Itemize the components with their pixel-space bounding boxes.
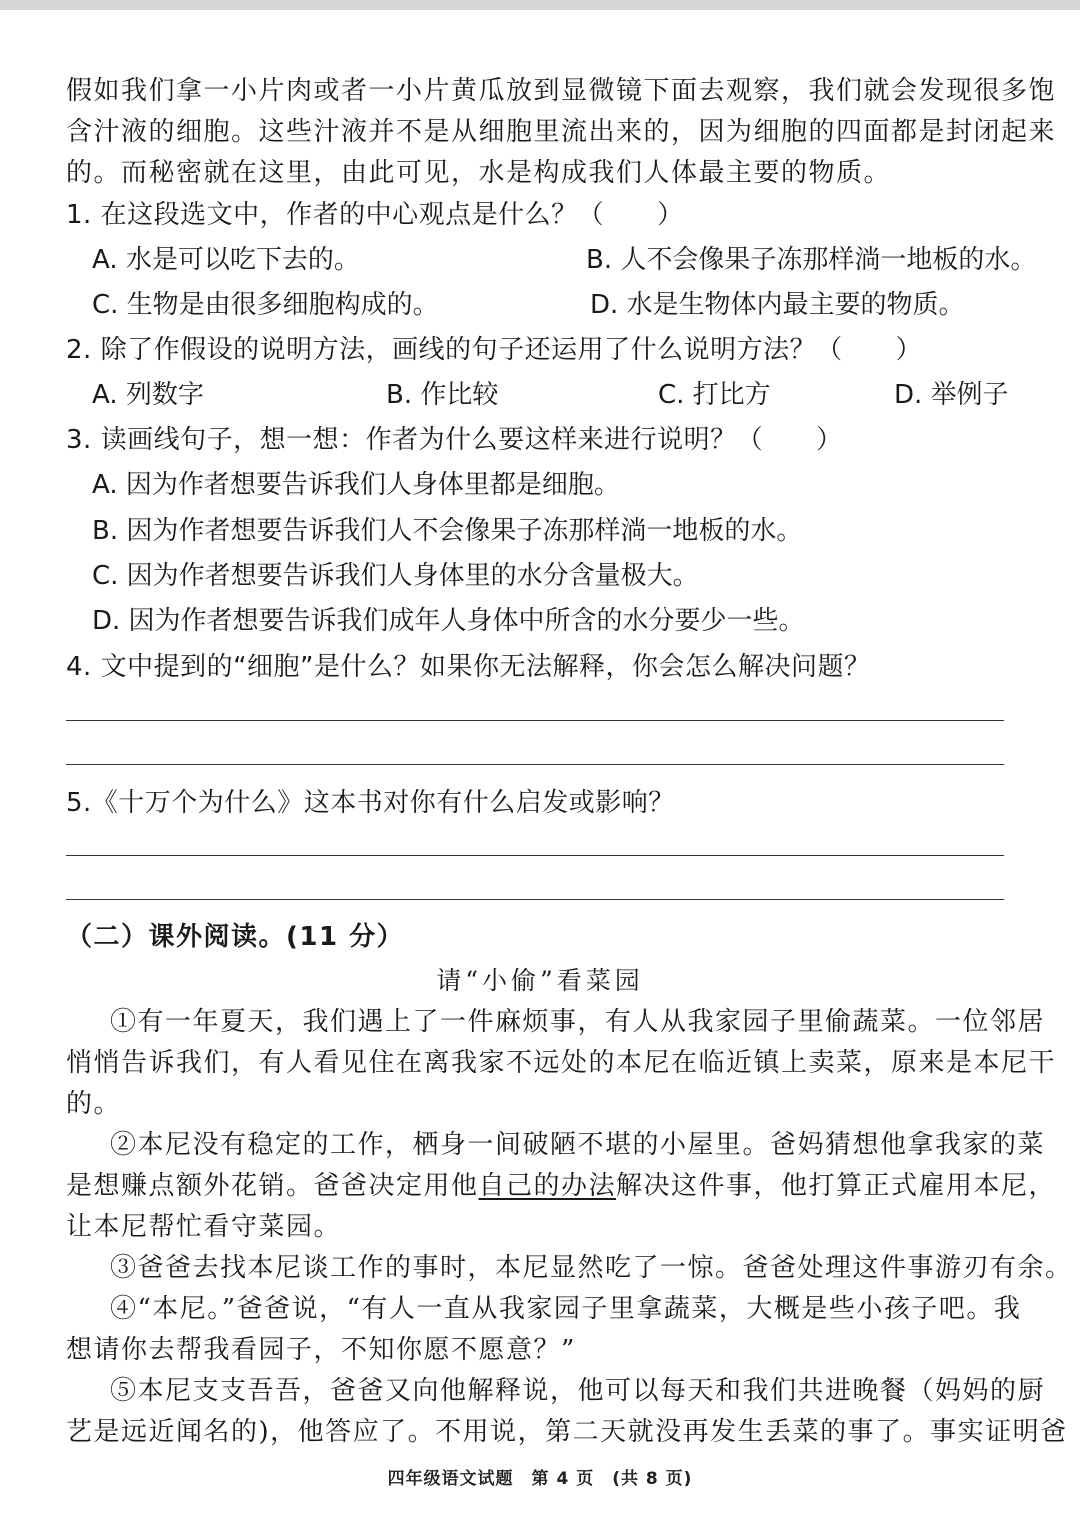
story-title: 请“小偷”看菜园 <box>436 966 644 995</box>
question-2-option-b: B. 作比较 <box>386 380 499 410</box>
section-heading: （二）课外阅读。(11 分） <box>66 922 405 952</box>
question-2-option-c: C. 打比方 <box>658 380 771 410</box>
story-paragraph-line: 的。 <box>66 1089 122 1119</box>
question-3-stem: 3. 读画线句子，想一想：作者为什么要这样来进行说明？（ ） <box>66 425 843 455</box>
question-1-option-a: A. 水是可以吃下去的。 <box>92 245 360 275</box>
passage-line: 假如我们拿一小片肉或者一小片黄瓜放到显微镜下面去观察，我们就会发现很多饱 <box>66 76 1057 106</box>
question-1-option-d: D. 水是生物体内最主要的物质。 <box>590 290 965 320</box>
story-paragraph-line: 艺是远近闻名的)，他答应了。不用说，第二天就没再发生丢菜的事了。事实证明爸 <box>66 1417 1068 1447</box>
story-paragraph-line: ②本尼没有稳定的工作，栖身一间破陋不堪的小屋里。爸妈猜想他拿我家的菜 <box>110 1130 1046 1160</box>
story-paragraph-line: ④“本尼。”爸爸说，“有人一直从我家园子里拿蔬菜，大概是些小孩子吧。我 <box>110 1294 1022 1324</box>
story-paragraph-line: ①有一年夏天，我们遇上了一件麻烦事，有人从我家园子里偷蔬菜。一位邻居 <box>110 1007 1046 1037</box>
question-3-option-b: B. 因为作者想要告诉我们人不会像果子冻那样淌一地板的水。 <box>92 516 803 546</box>
question-2-option-a: A. 列数字 <box>92 380 204 410</box>
story-paragraph-line: 想请你去帮我看园子，不知你愿不愿意？” <box>66 1335 576 1365</box>
question-4-stem: 4. 文中提到的“细胞”是什么？如果你无法解释，你会怎么解决问题？ <box>66 652 871 682</box>
answer-line[interactable] <box>66 720 1004 721</box>
question-1-option-b: B. 人不会像果子冻那样淌一地板的水。 <box>586 245 1037 275</box>
question-2-option-d: D. 举例子 <box>894 380 1009 410</box>
answer-line[interactable] <box>66 764 1004 765</box>
passage-line: 含汁液的细胞。这些汁液并不是从细胞里流出来的，因为细胞的四面都是封闭起来 <box>66 117 1057 147</box>
question-3-option-a: A. 因为作者想要告诉我们人身体里都是细胞。 <box>92 470 620 500</box>
passage-line: 的。而秘密就在这里，由此可见，水是构成我们人体最主要的物质。 <box>66 158 892 188</box>
story-paragraph-line <box>66 1169 1057 1203</box>
question-3-option-c: C. 因为作者想要告诉我们人身体里的水分含量极大。 <box>92 561 699 591</box>
text-segment: 是想赚点额外花销。爸爸决定用他 <box>66 1171 479 1201</box>
story-paragraph-line: 悄悄告诉我们，有人看见住在离我家不远处的本尼在临近镇上卖菜，原来是本尼干 <box>66 1048 1057 1078</box>
story-paragraph-line: ⑤本尼支支吾吾，爸爸又向他解释说，他可以每天和我们共进晚餐（妈妈的厨 <box>110 1376 1046 1406</box>
page-footer: 四年级语文试题 第 4 页 (共 8 页) <box>387 1469 693 1489</box>
answer-line[interactable] <box>66 855 1004 856</box>
question-5-stem: 5.《十万个为什么》这本书对你有什么启发或影响？ <box>66 788 675 818</box>
question-2-stem: 2. 除了作假设的说明方法，画线的句子还运用了什么说明方法？（ ） <box>66 335 923 365</box>
text-segment: 解决这件事，他打算正式雇用本尼， <box>616 1171 1057 1201</box>
question-1-stem: 1. 在这段选文中，作者的中心观点是什么？（ ） <box>66 200 684 230</box>
answer-line[interactable] <box>66 899 1004 900</box>
story-paragraph-line: ③爸爸去找本尼谈工作的事时，本尼显然吃了一惊。爸爸处理这件事游刃有余。 <box>110 1253 1073 1283</box>
story-paragraph-line: 让本尼帮忙看守菜园。 <box>66 1212 342 1242</box>
question-3-option-d: D. 因为作者想要告诉我们成年人身体中所含的水分要少一些。 <box>92 606 805 636</box>
underlined-phrase: 自己的办法 <box>478 1171 617 1201</box>
question-1-option-c: C. 生物是由很多细胞构成的。 <box>92 290 439 320</box>
